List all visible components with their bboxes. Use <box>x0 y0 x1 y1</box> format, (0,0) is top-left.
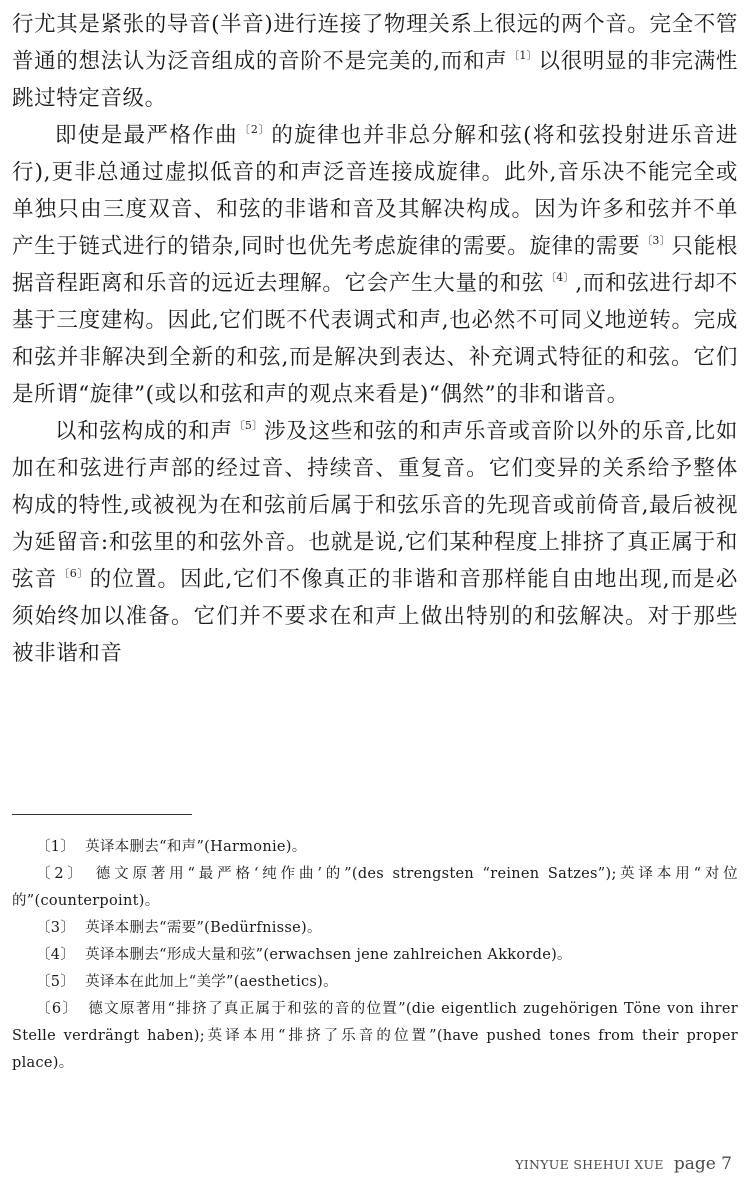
footnote-text: 德文原著用“排挤了真正属于和弦的音的位置”(die eigentlich zugehörigen Töne von ihrer Stelle verdrängt haben);英译本用“排挤了乐音的位置”(have pushed tones from their proper place)。 <box>12 1001 738 1071</box>
footnote <box>12 942 738 969</box>
footnote <box>12 915 738 942</box>
footnote-ref[interactable]: 〔1〕 <box>508 49 538 62</box>
paragraph <box>12 413 738 672</box>
footnote <box>12 861 738 915</box>
text-run: 的旋律也并非总分解和弦(将和弦投射进乐音进行),更非总通过虚拟低音的和声泛音连接成旋律。此外,音乐决不能完全或单独只由三度双音、和弦的非谐和音及其解决构成。因为许多和弦并不单产生于链式进行的错杂,同时也优先考虑旋律的需要。旋律的需要 <box>12 123 738 259</box>
footnote <box>12 834 738 861</box>
footnote-text: 英译本删去“和声”(Harmonie)。 <box>85 839 307 855</box>
footnote-text: 德文原著用“最严格‘纯作曲’的”(des strengsten “reinen Satzes”);英译本用“对位的”(counterpoint)。 <box>12 866 738 909</box>
footnotes <box>12 834 738 1077</box>
text-run: 涉及这些和弦的和声乐音或音阶以外的乐音,比如加在和弦进行声部的经过音、持续音、重复音。它们变异的关系给予整体构成的特性,或被视为在和弦前后属于和弦乐音的先现音或前倚音,最后被视为延留音:和弦里的和弦外音。也就是说,它们某种程度上排挤了真正属于和弦音 <box>12 419 738 592</box>
text-run: 以很明显的非完满性跳过特定音级。 <box>12 49 738 111</box>
footnote-mark: 〔3〕 <box>36 920 76 936</box>
text-run: ,而和弦进行却不基于三度建构。因此,它们既不代表调式和声,也必然不可同义地逆转。完成和弦并非解决到全新的和弦,而是解决到表达、补充调式特征的和弦。它们是所谓“旋律”(或以和弦和声的观点来看是)“偶然”的非和谐音。 <box>12 271 738 407</box>
footnote-text: 英译本删去“形成大量和弦”(erwachsen jene zahlreichen Akkorde)。 <box>85 947 572 963</box>
main-text <box>12 6 738 672</box>
footnote-text: 英译本删去“需要”(Bedürfnisse)。 <box>85 920 322 936</box>
footnote-ref[interactable]: 〔5〕 <box>233 419 264 432</box>
footnote <box>12 996 738 1077</box>
footnote-mark: 〔6〕 <box>36 1001 79 1017</box>
footnote-mark: 〔2〕 <box>36 866 86 882</box>
footnote-text: 英译本在此加上“美学”(aesthetics)。 <box>85 974 338 990</box>
footnote-ref[interactable]: 〔2〕 <box>239 123 271 136</box>
paragraph <box>12 117 738 413</box>
footnote-ref[interactable]: 〔6〕 <box>58 567 89 580</box>
paragraph <box>12 6 738 117</box>
page-number: page 7 <box>673 1154 732 1174</box>
footnote-ref[interactable]: 〔4〕 <box>545 271 575 284</box>
footnote-mark: 〔5〕 <box>36 974 76 990</box>
footnote-mark: 〔1〕 <box>36 839 76 855</box>
text-run: 只能根据音程距离和乐音的远近去理解。它会产生大量的和弦 <box>12 234 738 296</box>
text-run: 的位置。因此,它们不像真正的非谐和音那样能自由地出现,而是必须始终加以准备。它们并不要求在和声上做出特别的和弦解决。对于那些被非谐和音 <box>12 567 739 666</box>
text-run: 即使是最严格作曲 <box>55 123 239 148</box>
footnote <box>12 969 738 996</box>
footnote-mark: 〔4〕 <box>36 947 76 963</box>
running-footer <box>515 1154 732 1174</box>
text-run: 以和弦构成的和声 <box>55 419 233 444</box>
footnote-ref[interactable]: 〔3〕 <box>641 234 671 247</box>
footnote-separator <box>12 814 192 815</box>
text-run: 行尤其是紧张的导音(半音)进行连接了物理关系上很远的两个音。完全不管普通的想法认为泛音组成的音阶不是完美的,而和声 <box>12 12 738 74</box>
journal-name: YINYUE SHEHUI XUE <box>515 1157 664 1172</box>
